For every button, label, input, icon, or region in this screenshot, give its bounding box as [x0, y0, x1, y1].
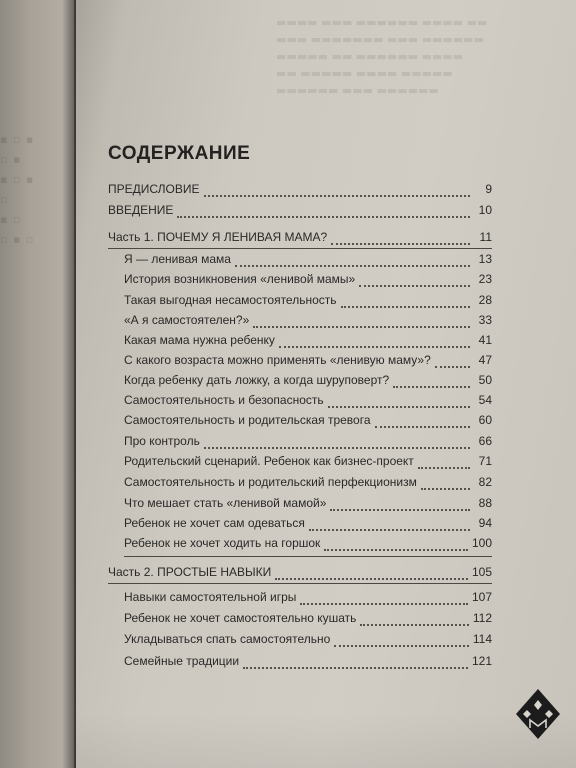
dot-leader [309, 528, 470, 531]
toc-chapter-page: 23 [478, 272, 492, 286]
toc-entry-label: ВВЕДЕНИЕ [108, 203, 174, 217]
toc-chapter[interactable] [124, 393, 492, 413]
dot-leader [328, 405, 470, 408]
toc-chapter[interactable] [124, 632, 492, 652]
toc-chapter-page: 114 [472, 632, 492, 646]
toc-chapter-label: Я — ленивая мама [124, 252, 231, 266]
toc-chapter-page: 66 [478, 434, 492, 448]
toc-chapter-label: Ребенок не хочет самостоятельно кушать [124, 611, 357, 625]
toc-chapter-page: 121 [471, 654, 492, 668]
page-lower-shade [76, 712, 576, 768]
toc-chapter[interactable] [124, 293, 492, 313]
toc-chapter[interactable] [124, 496, 492, 516]
toc-chapter-page: 100 [471, 536, 492, 550]
toc-chapter-label: История возникновения «ленивой мамы» [124, 272, 356, 286]
toc-chapter[interactable] [124, 413, 492, 433]
dot-leader [275, 577, 468, 580]
dot-leader [435, 365, 470, 368]
toc-part-1[interactable] [108, 230, 492, 250]
dot-leader [279, 345, 470, 348]
dot-leader [360, 623, 468, 626]
toc-chapter[interactable] [124, 353, 492, 373]
toc-entry-page: 10 [478, 203, 492, 217]
toc-part-page: 105 [471, 565, 492, 579]
toc-chapter-label: Родительский сценарий. Ребенок как бизнес-проект [124, 454, 414, 468]
toc-chapter[interactable] [124, 475, 492, 495]
toc-chapter-page: 94 [478, 516, 492, 530]
toc-chapter-label: Навыки самостоятельной игры [124, 590, 297, 604]
part-divider [108, 583, 492, 584]
toc-chapter-label: Семейные традиции [124, 654, 240, 668]
dot-leader [204, 194, 471, 197]
toc-chapter[interactable] [124, 536, 492, 556]
toc-chapter-page: 47 [478, 353, 492, 367]
toc-chapter[interactable] [124, 373, 492, 393]
toc-part-label: Часть 2. ПРОСТЫЕ НАВЫКИ [108, 565, 272, 579]
toc-chapter-page: 112 [472, 611, 492, 625]
toc-part-2[interactable] [108, 565, 492, 585]
dot-leader [418, 466, 470, 469]
toc-chapter[interactable] [124, 272, 492, 292]
toc-chapter-page: 50 [478, 373, 492, 387]
toc-chapter-label: Про контроль [124, 434, 200, 448]
dot-leader [253, 325, 470, 328]
dot-leader [243, 666, 468, 669]
toc-chapter-page: 54 [478, 393, 492, 407]
toc-chapter-label: С какого возраста можно применять «ленивую маму»? [124, 353, 431, 367]
toc-chapter[interactable] [124, 252, 492, 272]
toc-chapter[interactable] [124, 590, 492, 610]
toc-chapter[interactable] [124, 454, 492, 474]
dot-leader [300, 602, 468, 605]
dot-leader [204, 446, 470, 449]
dot-leader [324, 548, 468, 551]
dot-leader [375, 425, 471, 428]
toc-entry-introduction[interactable] [108, 203, 492, 223]
toc-chapter-label: Такая выгодная несамостоятельность [124, 293, 337, 307]
toc-entry-label: ПРЕДИСЛОВИЕ [108, 182, 200, 196]
toc-entry-foreword[interactable] [108, 182, 492, 202]
watermark-logo-icon [515, 688, 561, 740]
toc-chapter-label: Самостоятельность и безопасность [124, 393, 324, 407]
toc-chapter-label: Когда ребенку дать ложку, а когда шуруповерт? [124, 373, 390, 387]
dot-leader [359, 284, 470, 287]
part-divider [108, 248, 492, 249]
dot-leader [341, 305, 470, 308]
toc-chapter-label: Самостоятельность и родительская тревога [124, 413, 371, 427]
toc-chapter-label: Что мешает стать «ленивой мамой» [124, 496, 327, 510]
toc-chapter-page: 13 [478, 252, 492, 266]
toc-chapter[interactable] [124, 611, 492, 631]
toc-entry-page: 9 [485, 182, 492, 196]
toc-part-label: Часть 1. ПОЧЕМУ Я ЛЕНИВАЯ МАМА? [108, 230, 328, 244]
toc-chapter-page: 82 [478, 475, 492, 489]
dot-leader [235, 264, 470, 267]
toc-chapter-label: Ребенок не хочет сам одеваться [124, 516, 305, 530]
dot-leader [331, 242, 470, 245]
toc-chapter-page: 60 [478, 413, 492, 427]
toc-chapter[interactable] [124, 333, 492, 353]
toc-chapter-label: Какая мама нужна ребенку [124, 333, 275, 347]
dot-leader [393, 385, 470, 388]
toc-chapter[interactable] [124, 516, 492, 536]
toc-chapter[interactable] [124, 313, 492, 333]
toc-chapter-page: 88 [478, 496, 492, 510]
dot-leader [177, 215, 470, 218]
toc-chapter-label: Ребенок не хочет ходить на горшок [124, 536, 321, 550]
toc-chapter-page: 107 [471, 590, 492, 604]
page-bleed-through: ▬▬▬▬ ▬▬▬ ▬▬▬▬▬▬ ▬▬▬▬ ▬▬ ▬▬▬ ▬▬▬▬▬▬▬ ▬▬▬ ▬▬▬▬▬▬ ▬▬▬▬▬ ▬▬ ▬▬▬▬▬▬ ▬▬▬▬ ▬▬ ▬▬▬▬▬ ▬▬▬▬ ▬▬▬▬▬ ▬▬▬▬▬▬ ▬▬▬ ▬▬▬▬▬▬ [276, 16, 488, 97]
toc-title: СОДЕРЖАНИЕ [108, 143, 251, 164]
dot-leader [334, 644, 469, 647]
dot-leader [330, 508, 470, 511]
toc-chapter-page: 33 [478, 313, 492, 327]
toc-chapter[interactable] [124, 654, 492, 674]
toc-chapter-label: Самостоятельность и родительский перфекционизм [124, 475, 417, 489]
part-end-divider [124, 556, 492, 557]
toc-chapter[interactable] [124, 434, 492, 454]
book-page [76, 0, 576, 768]
dot-leader [421, 487, 470, 490]
toc-chapter-page: 28 [478, 293, 492, 307]
toc-part-page: 11 [479, 230, 492, 244]
toc-chapter-page: 41 [478, 333, 492, 347]
left-page-bleed-through: ▪ ▫ ▪ ▫ ▪ ▪ ▫ ▪ ▫ ▪ ▫ ▫ ▪ ▫ [0, 133, 35, 246]
toc-chapter-label: «А я самостоятелен?» [124, 313, 250, 327]
toc-chapter-label: Укладываться спать самостоятельно [124, 632, 331, 646]
toc-chapter-page: 71 [478, 454, 492, 468]
